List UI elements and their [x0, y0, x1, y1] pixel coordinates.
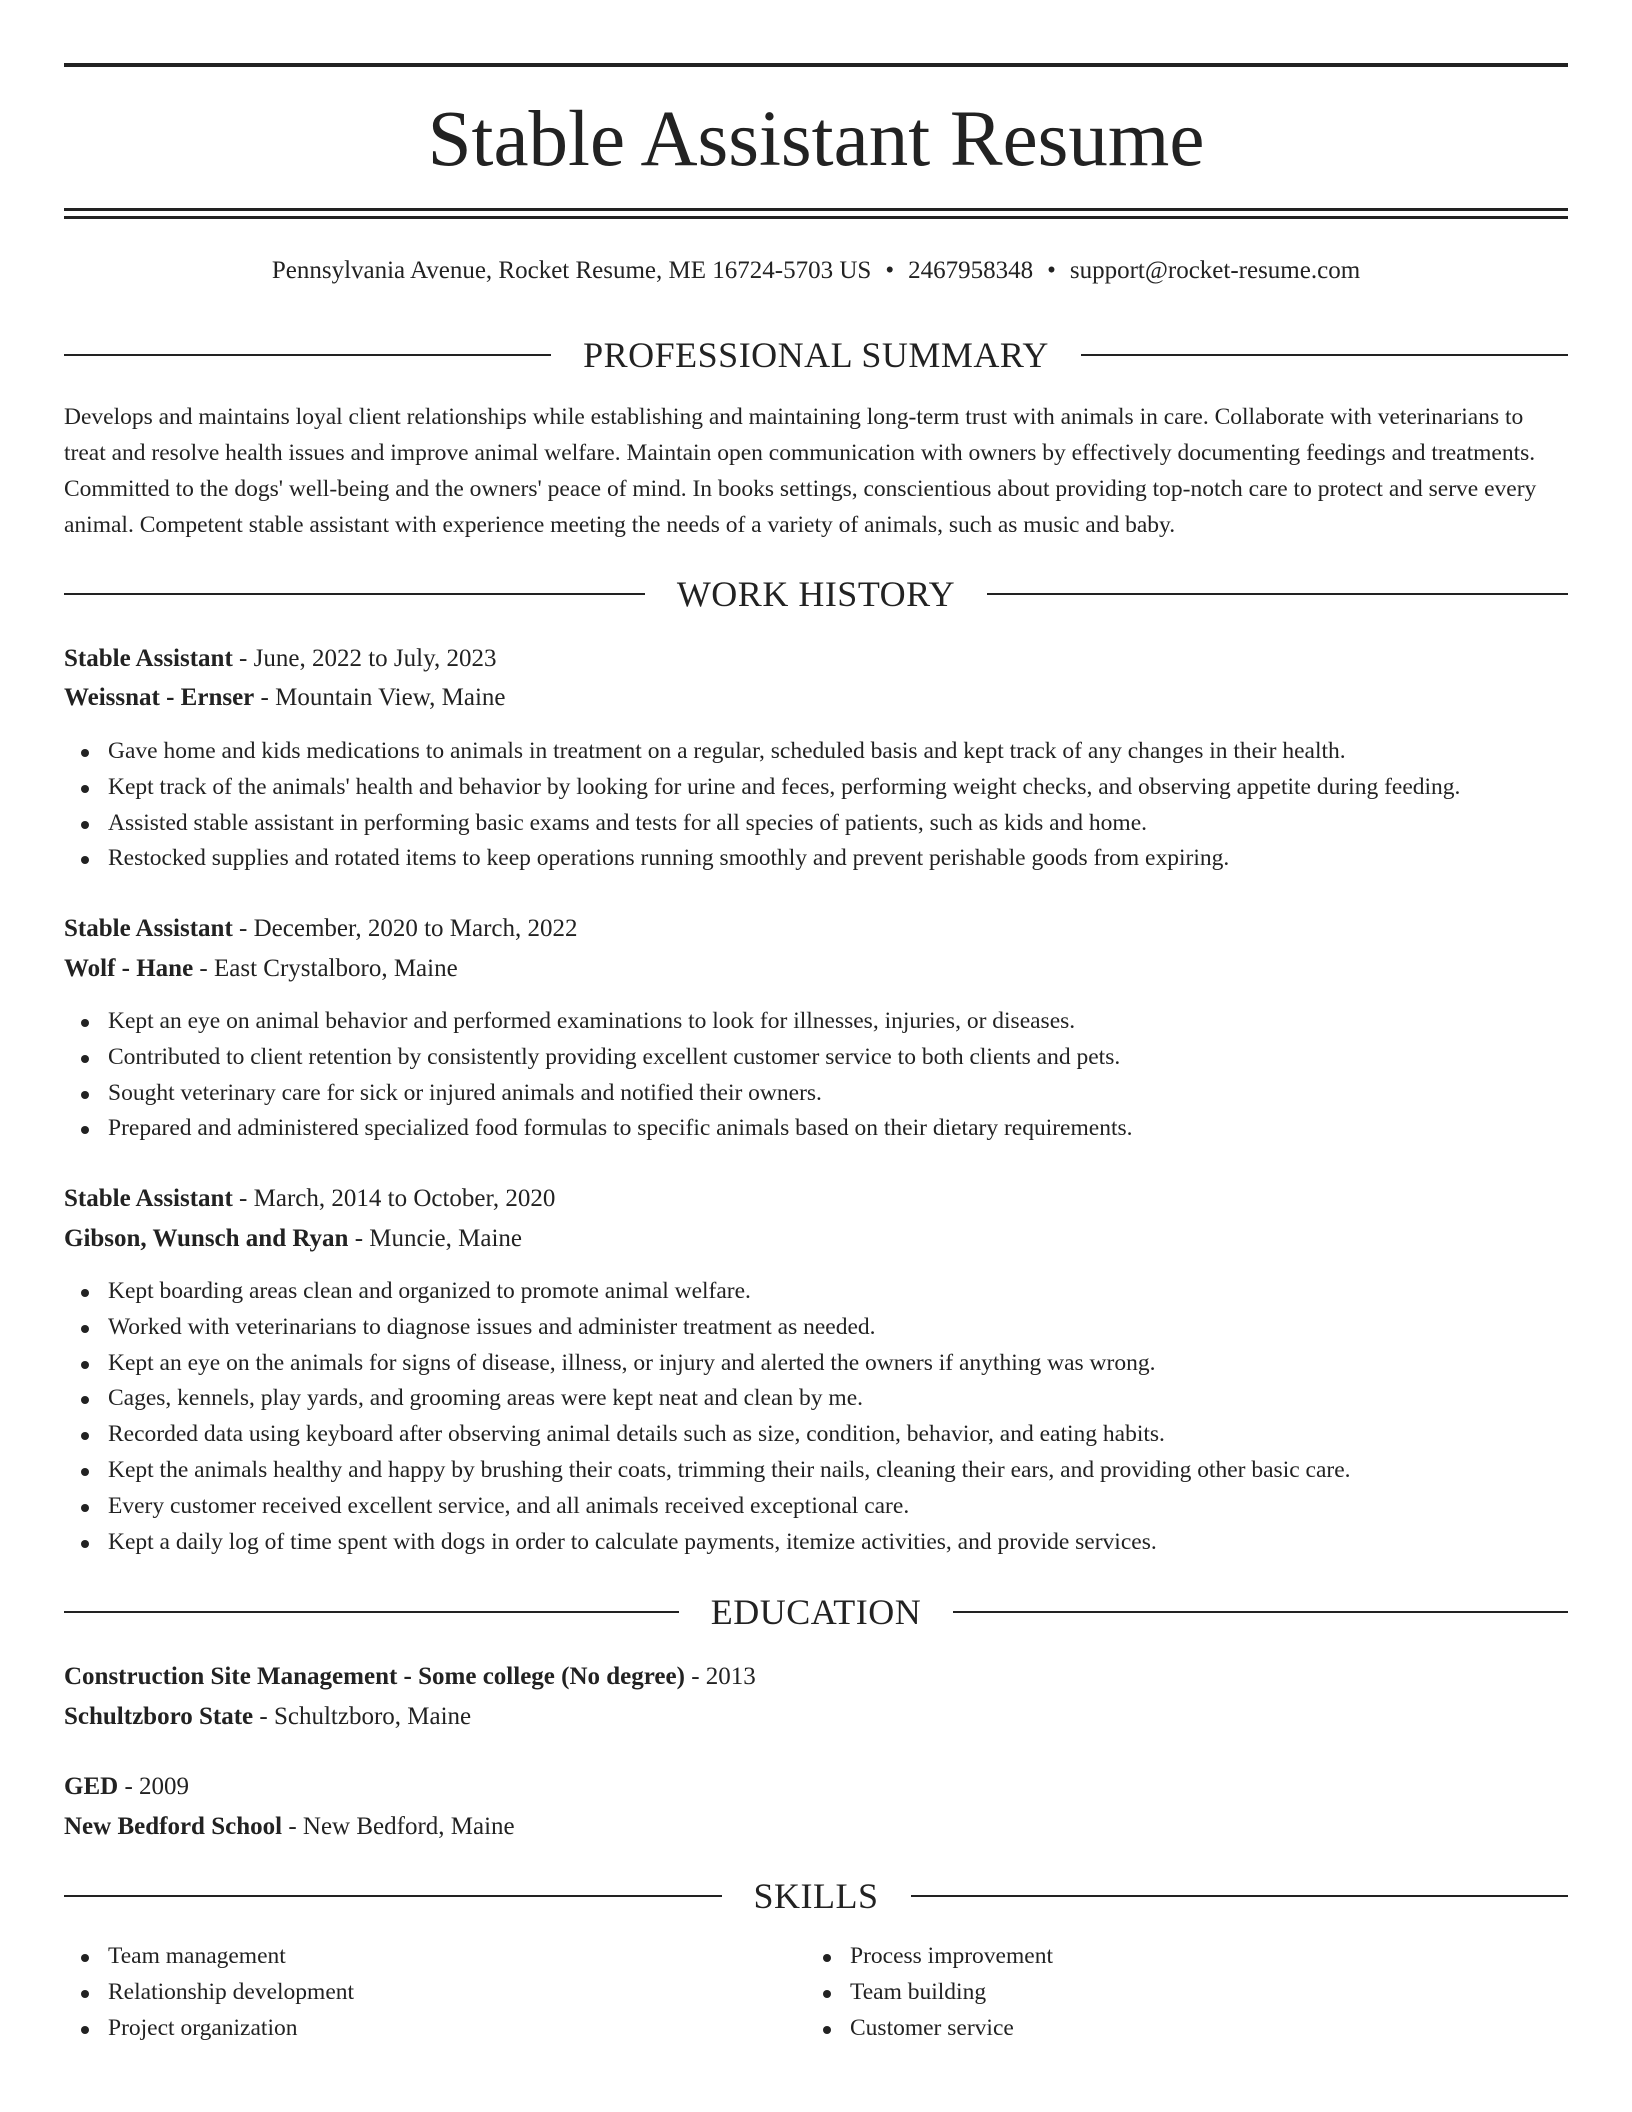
list-item: Kept an eye on animal behavior and performed examinations to look for illnesses, injuries, or diseases. [64, 1004, 1568, 1040]
job-dates: - December, 2020 to March, 2022 [232, 915, 578, 942]
skill-item: Customer service [806, 2011, 1632, 2047]
section-header-summary [64, 330, 1568, 380]
list-item: Kept the animals healthy and happy by brushing their coats, trimming their nails, cleaning their ears, and providing other basic care. [64, 1453, 1568, 1489]
list-item: Prepared and administered specialized food formulas to specific animals based on their dietary requirements. [64, 1111, 1568, 1147]
list-item: Sought veterinary care for sick or injured animals and notified their owners. [64, 1076, 1568, 1112]
list-item: Kept boarding areas clean and organized to promote animal welfare. [64, 1274, 1568, 1310]
job-title: Stable Assistant [64, 915, 233, 942]
education-degree-line [64, 1658, 1568, 1696]
list-item: Contributed to client retention by consistently providing excellent customer service to both clients and pets. [64, 1040, 1568, 1076]
job-company: Wolf - Hane [64, 955, 194, 982]
section-rule [953, 1611, 1568, 1613]
list-item: Restocked supplies and rotated items to keep operations running smoothly and prevent perishable goods from expiring. [64, 841, 1568, 877]
job-title: Stable Assistant [64, 1185, 233, 1212]
list-item: Assisted stable assistant in performing basic exams and tests for all species of patients, such as kids and home. [64, 806, 1568, 842]
job-bullets [64, 1004, 1568, 1147]
section-title-work: WORK HISTORY [676, 574, 956, 614]
job-location: - East Crystalboro, Maine [193, 955, 458, 982]
job-company: Gibson, Wunsch and Ryan [64, 1225, 349, 1252]
list-item: Gave home and kids medications to animals in treatment on a regular, scheduled basis and kept track of any changes in their health. [64, 734, 1568, 770]
skill-item: Team building [806, 1975, 1632, 2011]
list-item: Kept track of the animals' health and behavior by looking for urine and feces, performing weight checks, and observing appetite during feeding. [64, 770, 1568, 806]
education-school-line [64, 1698, 1568, 1736]
job-dates: - March, 2014 to October, 2020 [232, 1185, 556, 1212]
job-title: Stable Assistant [64, 645, 233, 672]
job-company-line [64, 1220, 1568, 1258]
education-location: - New Bedford, Maine [282, 1813, 515, 1840]
list-item: Kept a daily log of time spent with dogs in order to calculate payments, itemize activities, and provide services. [64, 1525, 1568, 1561]
title-double-rule [64, 208, 1568, 219]
contact-email: support@rocket-resume.com [1069, 257, 1361, 284]
education-school: Schultzboro State [64, 1703, 254, 1730]
contact-phone: 2467958348 [908, 257, 1034, 284]
resume-title: Stable Assistant Resume [427, 96, 1205, 183]
contact-separator: • [1047, 257, 1056, 284]
section-rule [987, 593, 1568, 595]
contact-line [64, 254, 1568, 288]
job-company-line [64, 679, 1568, 717]
section-rule [64, 1895, 722, 1897]
job-bullets [64, 734, 1568, 877]
section-title-summary: PROFESSIONAL SUMMARY [583, 335, 1049, 375]
section-rule [911, 1895, 1569, 1897]
section-title-skills: SKILLS [753, 1876, 879, 1916]
education-year: - 2013 [684, 1663, 756, 1690]
job-title-line [64, 640, 1568, 678]
job-location: - Mountain View, Maine [254, 684, 506, 711]
section-rule [64, 354, 551, 356]
job-title-line [64, 910, 1568, 948]
skill-item: Project organization [64, 2011, 1568, 2047]
job-title-line [64, 1180, 1568, 1218]
summary-text: Develops and maintains loyal client relationships while establishing and maintaining long-term trust with animals in care. Collaborate with veterinarians to treat and resolve health issues and improve animal welfare. Maintain open communication with owners by effectively documenting feedings and treatments. Committed to the dogs' well-being and the owners' peace of mind. In books settings, conscientious about providing top-notch care to protect and serve every animal. Competent stable assistant with experience meeting the needs of a variety of animals, such as music and baby. [64, 404, 1537, 538]
section-rule [64, 1611, 679, 1613]
top-rule [64, 63, 1568, 67]
education-degree: Construction Site Management - Some college (No degree) [64, 1663, 685, 1690]
education-location: - Schultzboro, Maine [253, 1703, 472, 1730]
job-bullets [64, 1274, 1568, 1560]
section-rule [1081, 354, 1568, 356]
skill-item: Relationship development [64, 1975, 1568, 2011]
skills-list-right [806, 1939, 1632, 2046]
list-item: Every customer received excellent service, and all animals received exceptional care. [64, 1489, 1568, 1525]
contact-address: Pennsylvania Avenue, Rocket Resume, ME 16724-5703 US [271, 257, 872, 284]
job-company: Weissnat - Ernser [64, 684, 255, 711]
section-title-education: EDUCATION [710, 1592, 922, 1632]
education-school: New Bedford School [64, 1813, 283, 1840]
education-school-line [64, 1808, 1568, 1846]
job-company-line [64, 950, 1568, 988]
skill-item: Process improvement [806, 1939, 1632, 1975]
contact-separator: • [885, 257, 895, 284]
section-rule [64, 593, 645, 595]
section-header-work [64, 569, 1568, 619]
skill-item: Team management [64, 1939, 1568, 1975]
list-item: Kept an eye on the animals for signs of disease, illness, or injury and alerted the owners if anything was wrong. [64, 1346, 1568, 1382]
list-item: Cages, kennels, play yards, and grooming areas were kept neat and clean by me. [64, 1381, 1568, 1417]
section-header-skills [64, 1871, 1568, 1921]
job-location: - Muncie, Maine [348, 1225, 523, 1252]
section-header-education [64, 1587, 1568, 1637]
list-item: Worked with veterinarians to diagnose issues and administer treatment as needed. [64, 1310, 1568, 1346]
job-dates: - June, 2022 to July, 2023 [232, 645, 497, 672]
list-item: Recorded data using keyboard after observing animal details such as size, condition, behavior, and eating habits. [64, 1417, 1568, 1453]
education-degree: GED [64, 1773, 119, 1800]
education-degree-line [64, 1768, 1568, 1806]
education-year: - 2009 [118, 1773, 190, 1800]
